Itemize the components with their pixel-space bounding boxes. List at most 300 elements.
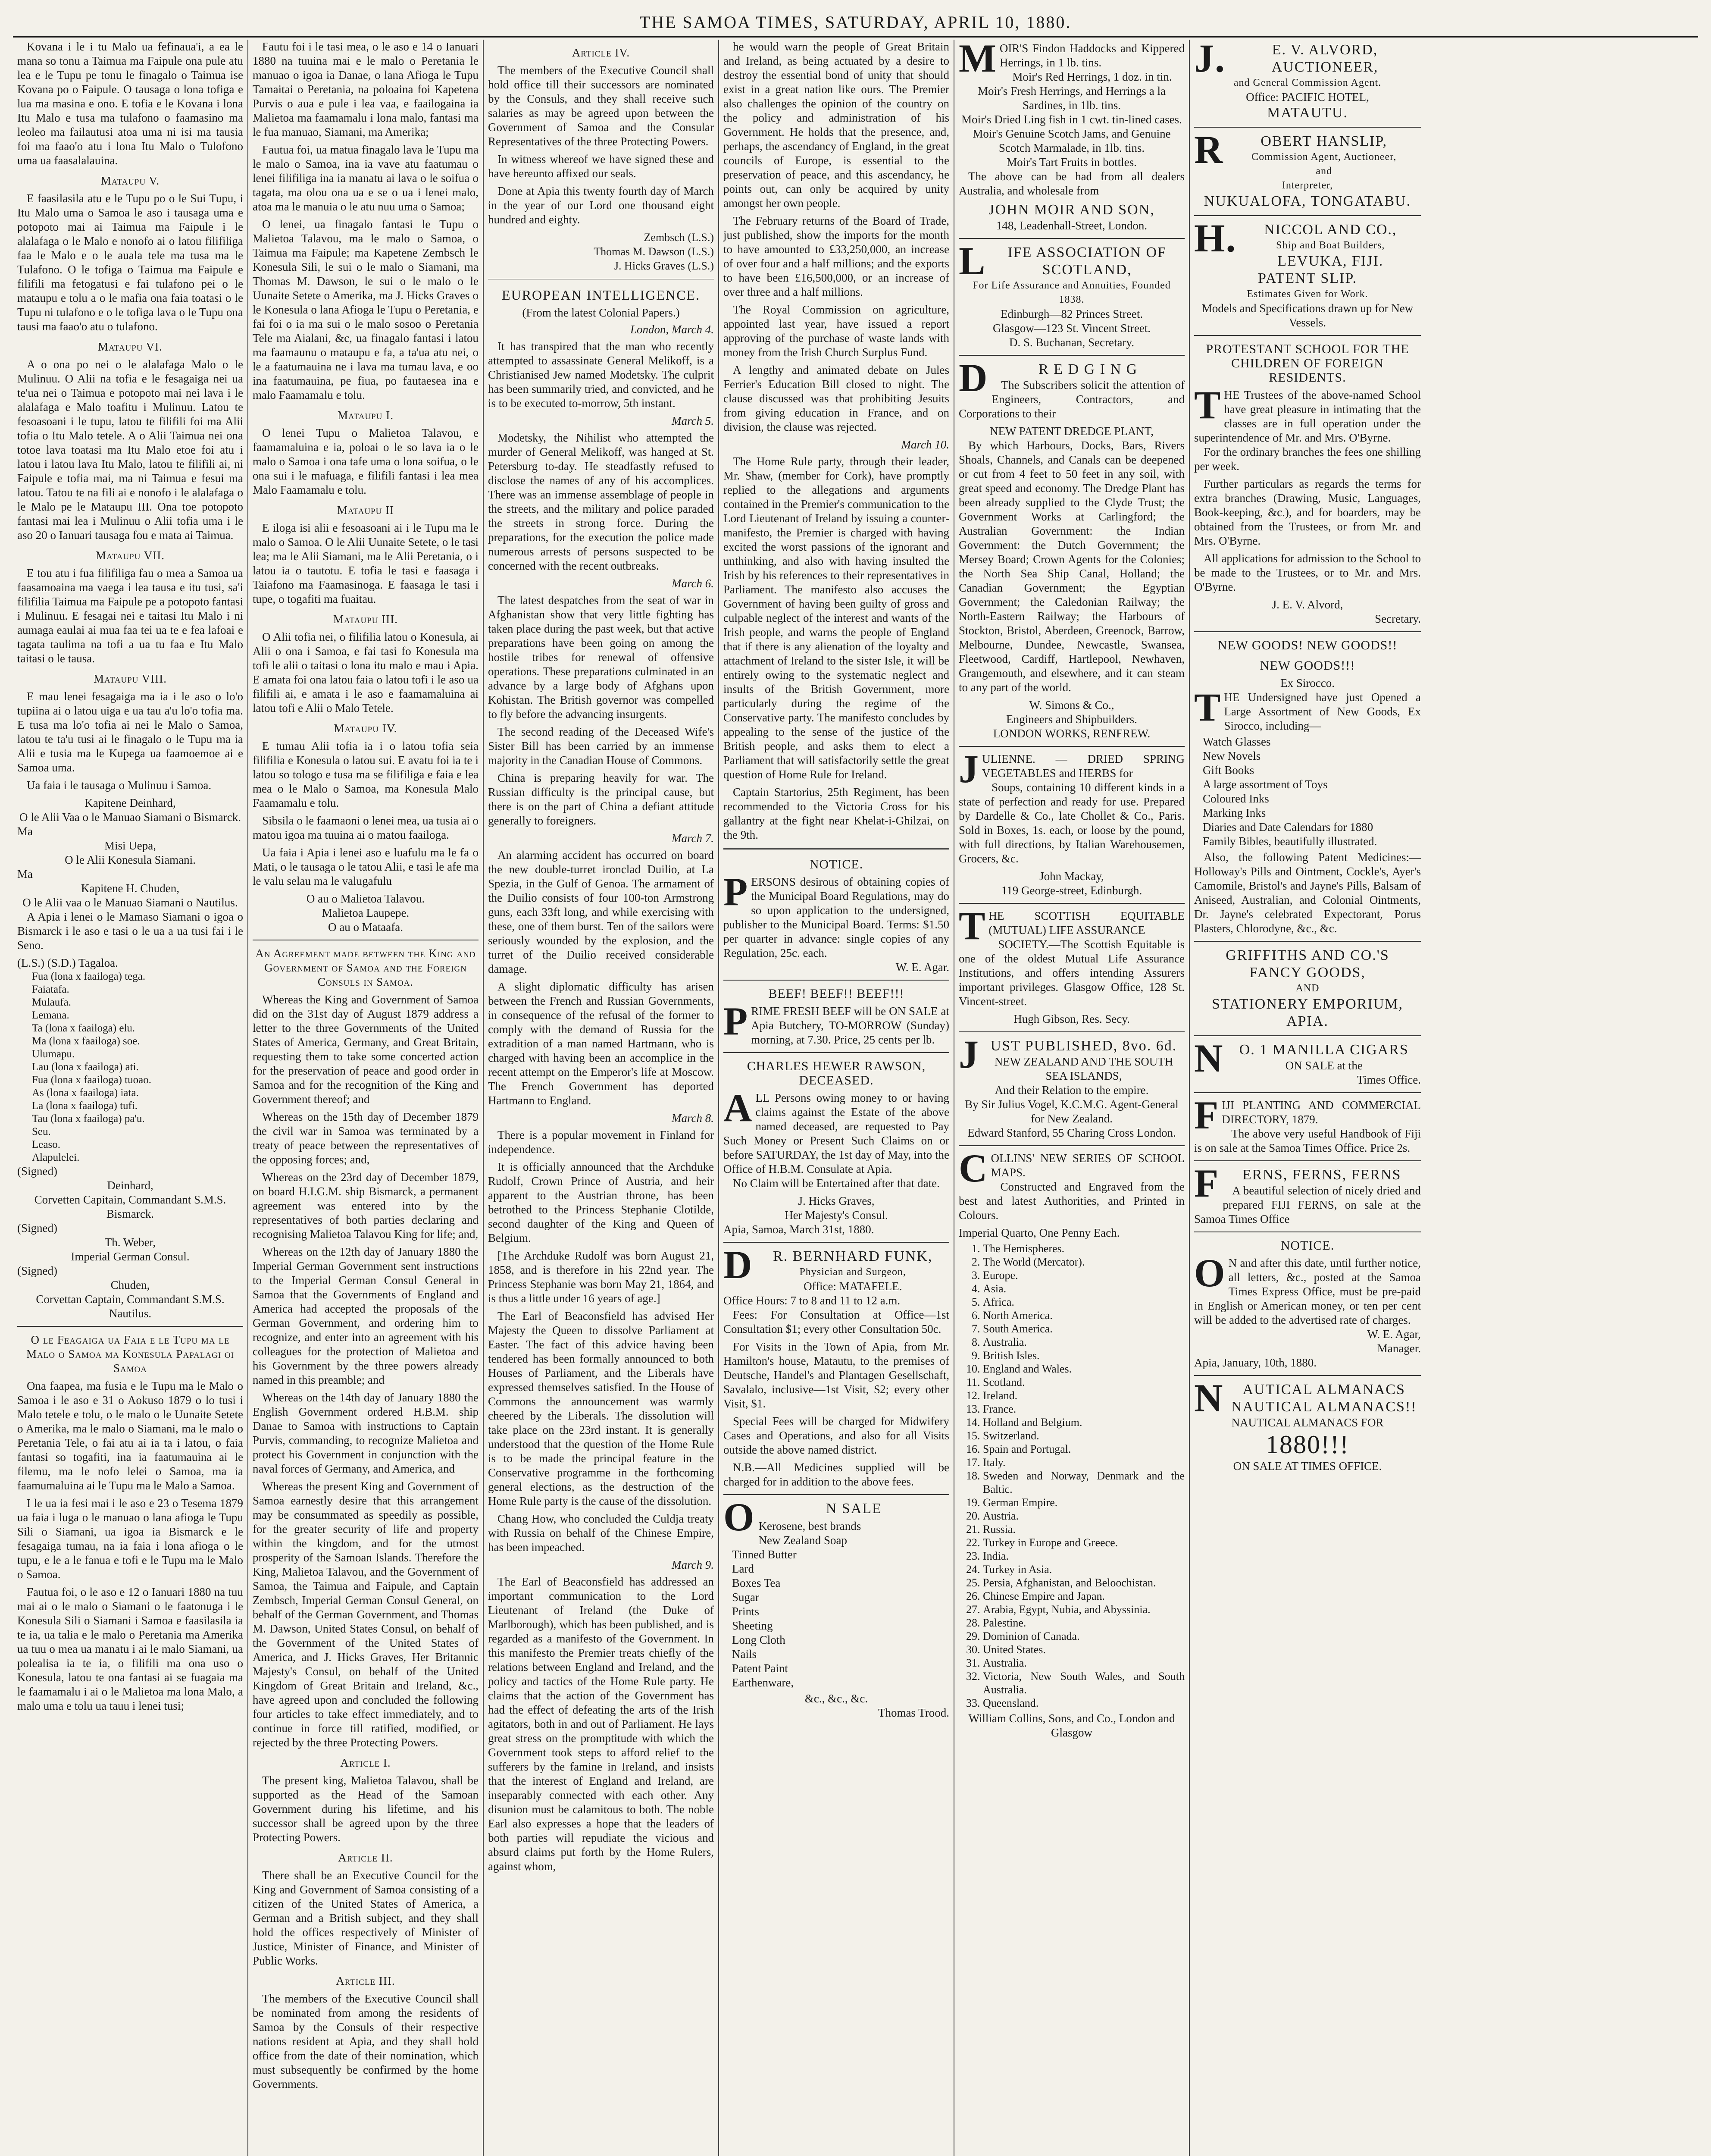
ad-text: A beautiful selection of nicely dried and prepared FIJI FERNS, on sale at the Samoa Times Office <box>1194 1184 1421 1225</box>
list-item: 13. France. <box>983 1402 1185 1416</box>
ad-signature: John Mackay, <box>1039 870 1104 883</box>
ad-signature: W. Simons & Co., <box>1029 699 1114 711</box>
paragraph: Whereas the King and Government of Samoa did on the 31st day of August 1879 address a letter to the three Governments of the United States of America, Germany, and Great Britain, requesting them to take some concerted action for the preservation of peace and good order in Samoa and for the recognition of the King and Government thereof; and <box>253 993 479 1106</box>
paragraph: E faasilasila atu e le Tupu po o le Sui Tupu, i Itu Malo uma o Samoa le aso i tausaga uma e potopoto mai ai Taimua ma Faipule i le alalafaga o le Malo e nonofo ai o latou filifiliga faa le Malo e o le auala tele ma tusa ma le Tulafono. O le tofiga o Taimua ma Faipule e filifili ma fetogatusi e fai tulafono pei o le mataupu e tolu a o le mafia ona faia toatasi o le Tupu ni tulafono e o le tofiga lava o le Tupu ona tausi ma faao'o atu o tulafono. <box>17 192 243 333</box>
ad-text: Times Office. <box>1357 1073 1421 1086</box>
divider <box>959 355 1185 356</box>
signatory-name: Kapitene Deinhard, <box>84 796 176 809</box>
ad-address: William Collins, Sons, and Co., London and Glasgow <box>968 1712 1175 1739</box>
ad-text: &c., &c., &c. <box>804 1692 868 1705</box>
ad-heading: CHARLES HEWER RAWSON, DECEASED. <box>747 1059 926 1087</box>
dateline: March 5. <box>672 414 714 427</box>
ad-text: Also, the following Patent Medicines:—Holloway's Pills and Ointment, Cockle's, Ayer's Camomile, Bristol's and Jayne's Pills, Balsam of Aniseed, Australian, and Colonial Ointments, Dr. Jayne's celebrated Expectorant, Porus Plasters, Chlorodyne, &c., &c. <box>1194 851 1421 935</box>
signatory-name: Thomas M. Dawson (L.S.) <box>594 245 714 258</box>
manilla-cigars-ad <box>1194 1036 1421 1087</box>
drop-cap: O <box>1194 1251 1225 1295</box>
paragraph: It has transpired that the man who recently attempted to assassinate General Melikoff, is a Christianised Jew named Modetsky. The culprit has been summarily tried, and convicted, and he is to be executed to-morrow, 5th instant. <box>488 340 714 410</box>
ad-text: ERSONS desirous of obtaining copies of the Municipal Board Regulations, may do so upon application to the undersigned, publisher to the Municipal Board. Terms: $1.50 per quarter in advance: single copies of any Regulation, 25c. each. <box>723 875 949 959</box>
paragraph: Modetsky, the Nihilist who attempted the murder of General Melikoff, was hanged at St. Petersburg to-day. He steadfastly refused to disclose the names of any of his accomplices. There was an immense assemblage of people in the streets, and the military and police paraded the streets in strong force. During the preparations, for the execution the police made numerous arrests of persons suspected to be concerned with the recent outbreaks. <box>488 431 714 572</box>
nautical-almanacs-ad <box>1194 1376 1421 1473</box>
section-title: EUROPEAN INTELLIGENCE. <box>502 287 700 303</box>
ad-heading: NEW GOODS!!! <box>1260 658 1355 673</box>
paragraph: O lenei, ua finagalo fantasi le Tupu o Malietoa Talavou, ma le malo o Samoa, o Taimua ma Faipule; ma Kapetene Zembsch le Konesula Sili, le sui o le malo o Siamani, ma Thomas M. Dawson, le sui o le malo o le Uunaite Setete o Amerika, ma J. Hicks Graves o le Konesula o lana Afioga le Tupu o Peretania, e fai foi o ia ma sui o le malo sosoo o Peretania Tele ma Aialani, &c, ua finagalo fantasi i latou ma faamaunu o mataupu e fa, a ta'ua atu nei, o le a faatumauina ne i lava ma tumau lava, e oo ina faatumauina, pe fiua, po fautaesea ina e malo Faamamalu e tolu. <box>253 218 479 401</box>
dateline: March 8. <box>672 1112 714 1125</box>
ad-signature: W. E. Agar. <box>895 961 949 974</box>
list-item: 19. German Empire. <box>983 1496 1185 1509</box>
paragraph: Captain Startorius, 25th Regiment, has been recommended to the Victoria Cross for his gallantry at the fight near Khelat-i-Ghilzai, on the 9th. <box>723 786 949 841</box>
signature-entry: Fua (lona x faailoga) tega. <box>32 971 146 982</box>
list-item: 17. Italy. <box>983 1456 1185 1469</box>
signatory-name: Misi Uepa, <box>104 839 156 852</box>
list-item: A large assortment of Toys <box>1203 778 1328 791</box>
divider <box>1194 631 1421 632</box>
list-item: 21. Russia. <box>983 1523 1185 1536</box>
ad-text: All applications for admission to the School to be made to the Trustees, or to Mr. and Mrs. O'Byrne. <box>1194 552 1421 593</box>
ad-text: ON SALE AT TIMES OFFICE. <box>1233 1460 1382 1473</box>
collins-maps-ad <box>959 1146 1185 1740</box>
list-item: 5. Africa. <box>983 1295 1185 1309</box>
paragraph: Ona faapea, ma fusia e le Tupu ma le Malo o Samoa i le aso e 31 o Aokuso 1879 o lo tusi i Malo tetele e tolu, o le malo o le Uunaite Setete o Amerika, ma le malo o Siamani, ma le malo o Peretania Tele, o fai atu ai ia ta i latou, o faia fantasi so togafiti, ina ia faatumauina ai le filemu, ma le nofo lelei o Samoa, ma ia faamumaluina ai le Tupu ma le Malo a Samoa. <box>17 1379 243 1492</box>
just-published-ad <box>959 1032 1185 1140</box>
ad-signature: Thomas Trood. <box>878 1706 949 1719</box>
divider <box>1194 127 1421 128</box>
section-subtitle: (From the latest Colonial Papers.) <box>522 306 680 319</box>
list-item: 28. Palestine. <box>983 1616 1185 1630</box>
postal-notice-ad <box>1194 1238 1421 1370</box>
paragraph: Sibsila o le faamaoni o lenei mea, ua tusia ai o matou igoa ma tuuina ai o matou faailoga. <box>253 814 479 841</box>
ad-text: HE Trustees of the above-named School have great pleasure in intimating that the classes are in full operation under the superintendence of Mr. and Mrs. O'Byrne. <box>1194 389 1421 444</box>
section-heading: Article II. <box>338 1851 393 1864</box>
paragraph: Fautua foi, ua matua finagalo lava le Tupu ma le malo o Samoa, ina ia vave atu faatumau o lenei filifiliga ina ia manatu ai lava o le soifua o tagata, ma olou ona ua e se o ua i lenei malo, atoa ma le manuia o le atu nuu uma o Samoa; <box>253 143 479 213</box>
ad-heading: FANCY GOODS, <box>1249 965 1366 981</box>
signature-entry: Mulaufa. <box>32 997 71 1008</box>
signatory-title: O le Alii Konesula Siamani. <box>65 853 196 866</box>
paragraph: I le ua ia fesi mai i le aso e 23 o Tesema 1879 ua faia i luga o le manuao o lana afioga le Tupu Sili o Siamani, ua igoa ia Bismarck e le fesagaiga tumau, na ia faia i lona afioga o le tupu, e le a le fanua e tofi e le Tupu ma le Malo o Samoa. <box>17 1497 243 1581</box>
ad-signature: J. E. V. Alvord, <box>1272 598 1343 611</box>
maps-list <box>959 1242 1185 1710</box>
ad-address: LONDON WORKS, RENFREW. <box>993 727 1151 740</box>
ad-office: Office: PACIFIC HOTEL, <box>1246 91 1369 103</box>
column-3 <box>484 40 719 2156</box>
drop-cap: D <box>959 356 988 400</box>
hanslip-ad <box>1194 128 1421 210</box>
ad-place: MATAUTU. <box>1267 105 1348 121</box>
list-item: 7. South America. <box>983 1322 1185 1335</box>
list-item: Patent Paint <box>732 1662 788 1675</box>
masthead: THE SAMOA TIMES, SATURDAY, APRIL 10, 1880. <box>13 9 1698 38</box>
sale-items <box>723 1519 949 1690</box>
ad-heading: UST PUBLISHED, 8vo. 6d. <box>990 1038 1177 1054</box>
list-item: 10. England and Wales. <box>983 1362 1185 1376</box>
signatory-title: Corvetten Capitain, Commandant S.M.S. Bismarck. <box>34 1193 226 1220</box>
drop-cap: L <box>959 239 986 283</box>
list-item: Sheeting <box>732 1619 773 1632</box>
divider <box>959 1145 1185 1146</box>
list-item: 31. Australia. <box>983 1656 1185 1670</box>
divider <box>1194 1035 1421 1036</box>
conjunction: Ma <box>17 868 33 881</box>
list-item: 15. Switzerland. <box>983 1429 1185 1442</box>
signatory-title: O le Alii Vaa o le Manuao Siamani o Bismarck. <box>19 811 241 824</box>
list-item: Lard <box>732 1562 754 1575</box>
paragraph: he would warn the people of Great Britain and Ireland, as being actuated by a desire to destroy the essential bond of unity that should exist in a great nation like ours. The Premier also challenges the opinion of the country on the policy and administration of his Government. He holds that the presence, and, perhaps, the ascendancy of England, in the great councils of Europe, is essential to the preservation of peace, and this ascendancy, he points out, can only be acquired by unity amongst her own people. <box>723 40 949 210</box>
drop-cap: T <box>1194 383 1221 427</box>
paragraph: China is preparing heavily for war. The Russian difficulty is the principal cause, but there is on the part of China a defiant attitude generally to foreigners. <box>488 771 714 827</box>
life-association-ad <box>959 239 1185 350</box>
divider <box>959 746 1185 747</box>
divider <box>959 903 1185 904</box>
drop-cap: R <box>1194 128 1224 172</box>
list-item: Long Cloth <box>732 1633 785 1646</box>
drop-cap: J <box>959 747 979 791</box>
ad-text: No Claim will be Entertained after that date. <box>733 1177 940 1190</box>
griffiths-ad <box>1194 947 1421 1030</box>
paragraph: A slight diplomatic difficulty has arisen between the French and Russian Governments, in consequence of the refusal of the former to comply with the demand of Russia for the extradition of a man named Hartmann, who is charged with having been an accomplice in the recent attempt on the Emperor's life at Moscow. The French Government has deported Hartmann to England. <box>488 980 714 1107</box>
paragraph: O Alii tofia nei, o filifilia latou o Konesula, ai Alii o ona i Samoa, e fai tasi fo Konesula ma tofi le alii o taitasi o lona itu malo e mau i Apia. E amata foi ona latou faia o latou tofi i le aso ua filifili ai, e amata i le aso e faamamaluina ai latou tofi e Alii o Malo Tetele. <box>253 630 479 714</box>
ad-subheading: Imperial Quarto, One Penny Each. <box>959 1226 1120 1239</box>
paragraph: In witness whereof we have signed these and have hereunto affixed our seals. <box>488 153 714 180</box>
drop-cap: P <box>723 999 748 1043</box>
divider <box>1194 941 1421 942</box>
ad-address: 119 George-street, Edinburgh. <box>1001 884 1142 897</box>
divider <box>1194 1092 1421 1093</box>
ad-text: By Sir Julius Vogel, K.C.M.G. Agent-General for New Zealand. <box>965 1098 1179 1125</box>
signed-label: (Signed) <box>17 1222 57 1235</box>
paragraph: The Earl of Beaconsfield has advised Her Majesty the Queen to dissolve Parliament at Easter. The fact of this advice having been tendered has been formally announced to both Houses of Parliament, and the Liberals have expressed themselves satisfied. In the House of Commons the announcement was warmly cheered by the Liberals. The dissolution will take place on the 23rd instant. It is generally understood that the question of the Home Rule is to be made the principal feature in the Conservative programme in the forthcoming general elections, as the destruction of the Home Rule party is the cause of the dissolution. <box>488 1310 714 1507</box>
list-item: 9. British Isles. <box>983 1349 1185 1362</box>
ad-text: N.B.—All Medicines supplied will be charged for in addition to the above fees. <box>723 1461 949 1488</box>
ad-text: RIME FRESH BEEF will be ON SALE at Apia Butchery, TO-MORROW (Sunday) morning, at 7.30. Price, 25 cents per lb. <box>751 1005 949 1046</box>
list-item: 6. North America. <box>983 1309 1185 1322</box>
scottish-equitable-ad <box>959 904 1185 1026</box>
ad-heading: PROTESTANT SCHOOL FOR THE CHILDREN OF FOREIGN RESIDENTS. <box>1206 342 1409 385</box>
list-item: 14. Holland and Belgium. <box>983 1416 1185 1429</box>
ad-address: Edinburgh—82 Princes Street. <box>1000 307 1143 320</box>
ad-heading: GRIFFITHS AND CO.'S <box>1226 947 1389 963</box>
paragraph: Fautua foi, o le aso e 12 o Ianuari 1880 na tuu mai ai o le malo o Siamani o le faatonuga i le Konesula Sili o Siamani i Samoa e faasilasila ia te ia, ua talia e le malo o Peretania ma Amerika ua tuu o mea ua manatu i ai le malo Siamani, ua polealisa ia te ia, o filifili ma ona uso o Konesula, latou te ona fantasi ai se fuagaia ma le faamamalu i ai o le Malietoa ma lona Malo, a malo uma e tolu ua tauu i lenei tusi; <box>17 1586 243 1712</box>
list-item: Diaries and Date Calendars for 1880 <box>1203 821 1373 834</box>
paragraph: A o ona po nei o le alalafaga Malo o le Mulinuu. O Alii na tofia e le fesagaiga nei ua te'ua nei o Taimua e potopoto mai nei lava i le alalafaga e Malo toafitu i Mulinuu. Latou te fesoasoani i le tupu, latou te filifili foi ma Alii tofia o Itu Malo tetele. A o Alii Taimua nei ona totoe lava toatasi ma Itu Malo etoe foi atu i latou i latou lava Itu Malo, latou te filifili ai, ni Faipule e tofia mai, ma ni Taimua e fesui ma latou. Tatou te na fili ai e nonofo i le alalafaga o le Malo pe le Mataupu III. Ona toe potopoto fantasi mai lea i Mulinuu o Alii tofia uma i le aso 20 o Ianuari tausaga fou e mata ai Taimua. <box>17 358 243 542</box>
ad-signature: Hugh Gibson, Res. Secy. <box>1013 1012 1130 1025</box>
columns <box>13 40 1698 2156</box>
ad-text: Models and Specifications drawn up for New Vessels. <box>1201 302 1414 329</box>
list-item: 25. Persia, Afghanistan, and Beloochistan. <box>983 1576 1185 1589</box>
julienne-ad <box>959 747 1185 898</box>
column-5 <box>954 40 1190 2156</box>
paragraph: Whereas the present King and Government of Samoa earnestly desire that this arrangement may be consummated as speedily as possible, for the greater security of life and property within the kingdom, and for the utmost prosperity of the Samoan Islands. Therefore the King, Malietoa Talavou, and the Government of Samoa, the Taimua and Faipule, and Captain Zembsch, Imperial German Consul General, on behalf of the German Government, and Thomas M. Dawson, United States Consul, on behalf of the Government of the United States of America, and J. Hicks Graves, Her Britannic Majesty's Consul, on behalf of the United Kingdom of Great Britain and Ireland, &c., have agreed upon and concluded the following four articles to take effect immediately, and to continue in force till ratified, modified, or rejected by the three Protecting Powers. <box>253 1480 479 1749</box>
ad-address: Edward Stanford, 55 Charing Cross London. <box>967 1126 1176 1139</box>
paragraph: The Earl of Beaconsfield has addressed an important communication to the Lord Lieutenant of Ireland (the Duke of Marlborough), which has been published, and is regarded as a manifesto of the Government. In this manifesto the Premier treats chiefly of the relations between England and Ireland, and the policy and tactics of the Home Rule party. He claims that the action of the Government has had the effect of defeating the arts of the Irish agitators, both in and out of Parliament. He lays great stress on the promptitude with which the Government took steps to afford relief to the sufferers by the famine in Ireland, and insists that the interest of England and Ireland, are inseparably connected with each other. Any disunion must be calamitous to both. The noble Earl also expresses a hope that the leaders of both parties will repudiate the vicious and absurd claims put forth by the Home Rulers, against whom, <box>488 1575 714 1873</box>
ad-heading: IJI PLANTING AND COMMERCIAL DIRECTORY, 1879. <box>1222 1099 1421 1126</box>
ad-signature-title: Her Majesty's Consul. <box>785 1209 888 1222</box>
ad-heading: ULIENNE. — DRIED SPRING VEGETABLES and HERBS for <box>982 752 1185 780</box>
ad-subheading: NEW ZEALAND AND THE SOUTH SEA ISLANDS, <box>994 1055 1173 1082</box>
paragraph: A lengthy and animated debate on Jules Ferrier's Education Bill closed to night. The clause discussed was that prohibiting Jesuits from giving education in France, and on division, the clause was rejected. <box>723 364 949 433</box>
paragraph: E tumau Alii tofia ia i o latou tofia seia filifilia e Konesula o latou sui. E avatu foi ia te i latou so tologo e tusa ma se filifiliga e faia e lea mea o le Malo o Samoa, ma Konesula Malo Faamamalu e tolu. <box>253 740 479 809</box>
list-item: 20. Austria. <box>983 1509 1185 1523</box>
ad-text: and <box>1316 166 1333 177</box>
drop-cap: H. <box>1194 216 1237 260</box>
ad-heading: IFE ASSOCIATION OF SCOTLAND, <box>1007 244 1167 278</box>
paragraph: There shall be an Executive Council for the King and Government of Samoa consisting of a citizen of the United States of America, a German and a British subject, and they shall hold the offices respectively of Minister of Justice, Minister of Finance, and Minister of Public Works. <box>253 1869 479 1967</box>
ad-text: The above very useful Handbook of Fiji is on sale at the Samoa Times Office. Price 2s. <box>1194 1127 1421 1154</box>
dateline: March 7. <box>672 832 714 845</box>
divider <box>723 980 949 981</box>
ad-text: AND <box>1295 983 1320 994</box>
goods-list <box>1194 735 1421 849</box>
ad-text: HE Undersigned have just Opened a Large Assortment of New Goods, Ex Sirocco, including— <box>1224 691 1421 732</box>
ad-subheading: Ship and Boat Builders, <box>1276 240 1385 251</box>
paragraph: The latest despatches from the seat of war in Afghanistan show that very little fighting has taken place during the past week, but that active preparations have been going on among the hostile tribes for renewal of offensive operations. These preparations culminated in an advance by a large body of Afghans upon Kohistan. The British governor was compelled to fly before the advancing insurgents. <box>488 594 714 721</box>
ad-text: Soups, containing 10 different kinds in a state of perfection and ready for use. Prepared by Dardelle & Co., late Chollet & Co., Paris. Sold in Boxes, 1s. each, or loose by the pound, with full directions, by Italian Warehousemen, Grocers, &c. <box>959 781 1185 865</box>
paragraph: The members of the Executive Council shall hold office till their successors are nominated by the Consuls, and they shall receive such salaries as may be agreed upon between the Government of Samoa and the Consular Representatives of the three Protecting Powers. <box>488 64 714 148</box>
section-heading: Mataupu VIII. <box>94 672 167 685</box>
ad-text: The Subscribers solicit the attention of Engineers, Contractors, and Corporations to their <box>959 379 1185 420</box>
ad-signature-title: Secretary. <box>1375 612 1421 625</box>
ad-text: Office Hours: 7 to 8 and 11 to 12 a.m. <box>723 1294 901 1307</box>
new-goods-ad <box>1194 638 1421 936</box>
ad-text: Moir's Red Herrings, 1 doz. in tin. <box>1012 70 1172 83</box>
list-item: 3. Europe. <box>983 1269 1185 1282</box>
ad-text: Moir's Fresh Herrings, and Herrings a la Sardines, in 1lb. tins. <box>977 85 1166 112</box>
signatory-title: Corvettan Captain, Commandant S.M.S. Nautilus. <box>36 1293 225 1320</box>
fiji-directory-ad <box>1194 1093 1421 1155</box>
list-item: Nails <box>732 1648 757 1661</box>
ad-text: ON SALE at the <box>1285 1059 1363 1072</box>
dateline: March 6. <box>672 577 714 590</box>
drop-cap: C <box>959 1146 988 1190</box>
ad-text: Special Fees will be charged for Midwifery Cases and Operations, and also for all Visits outside the above named district. <box>723 1415 949 1456</box>
paragraph: E mau lenei fesagaiga ma ia i le aso o lo'o tupiina ai o latou uiga e ua tau a'u lo'o tofia ma. E tusa ma lo'o tofia ai nei le Malo o Samoa, latou te ta'u tusi ai le finagalo o le Tupu ma ia Alii e tusia ma le Kupega ua faamoemoe ai e Samoa uma. <box>17 690 243 774</box>
list-item: Coloured Inks <box>1203 792 1269 805</box>
signature-entry: Ma (lona x faailoga) soe. <box>32 1035 140 1047</box>
section-heading: Article I. <box>340 1756 391 1769</box>
ad-heading: R E D G I N G <box>1038 361 1138 377</box>
ad-text: For the ordinary branches the fees one shilling per week. <box>1194 445 1421 473</box>
list-item: New Zealand Soap <box>758 1534 847 1547</box>
section-heading: Mataupu VII. <box>96 549 165 562</box>
ad-heading: R. BERNHARD FUNK, <box>773 1248 933 1264</box>
ad-year: 1880!!! <box>1266 1430 1349 1459</box>
beef-ad <box>723 987 949 1047</box>
ad-heading: NOTICE. <box>809 857 863 871</box>
drop-cap: J <box>959 1032 979 1076</box>
ad-text: Moir's Tart Fruits in bottles. <box>1007 156 1137 169</box>
paragraph: E iloga isi alii e fesoasoani ai i le Tupu ma le malo o Samoa. O le Alii Uunaite Setete, o le tasi lea; ma le Alii Siamani, ma le Alii Peretania, o i latou ia o tautotu. E tofia le tasi e faasaga i Taiafono ma Faamasinoga. E faasaga le tasi i tupe, o togafiti ma fuaitau. <box>253 521 479 605</box>
signature-entry: Ulumapu. <box>32 1048 75 1060</box>
ad-text: Further particulars as regards the terms for extra branches (Drawing, Music, Languages, Book-keeping, &c.), and for boarders, may be obtained from the Trustees, or from Mr. and Mrs. O'Byrne. <box>1194 477 1421 547</box>
ad-heading: N SALE <box>826 1501 882 1517</box>
ad-signature: J. Hicks Graves, <box>798 1194 875 1207</box>
signature-list <box>17 970 243 1164</box>
ad-text: Constructed and Engraved from the best and latest Authorities, and Printed in Colours. <box>959 1180 1185 1222</box>
signature-entry: Lemana. <box>32 1009 69 1021</box>
signatory-name: Zembsch (L.S.) <box>644 231 714 244</box>
ad-subheading: Commission Agent, Auctioneer, <box>1251 151 1397 163</box>
signature-entry: Seu. <box>32 1126 51 1138</box>
dredging-ad <box>959 356 1185 741</box>
signature-entry: Ta (lona x faailoga) elu. <box>32 1022 135 1034</box>
column-2 <box>248 40 484 2156</box>
list-item: 33. Queensland. <box>983 1696 1185 1710</box>
drop-cap: M <box>959 40 996 80</box>
paragraph: Ua faia i Apia i lenei aso e luafulu ma le fa o Mati, o le tausaga o le tatou Alii, e tasi le afe ma le valu selau ma le valugafulu <box>253 846 479 887</box>
ad-subheading: NEW PATENT DREDGE PLANT, <box>989 425 1154 438</box>
section-heading: Mataupu II <box>337 504 394 517</box>
section-heading: O le Feagaiga ua Faia e le Tupu ma le Malo o Samoa ma Konesula Papalagi oi Samoa <box>26 1333 234 1375</box>
list-item: 22. Turkey in Europe and Greece. <box>983 1536 1185 1549</box>
ad-heading: AUTICAL ALMANACS NAUTICAL ALMANACS!! <box>1231 1382 1417 1415</box>
ad-signature-title: Manager. <box>1377 1342 1421 1355</box>
ad-heading: NOTICE. <box>1280 1238 1335 1253</box>
paragraph: O lenei Tupu o Malietoa Talavou, e faamamaluina e ia, poloai o le so lava ia o le malo o Samoa i ona tafe uma o lona soifua, o le ona sui i le mafuaga, e filifili fantasi i lea mea Malo Faamamalu e tolu. <box>253 426 479 496</box>
list-item: 18. Sweden and Norway, Denmark and the Baltic. <box>983 1469 1185 1496</box>
list-item: New Novels <box>1203 749 1261 762</box>
protestant-school-ad <box>1194 342 1421 626</box>
section-heading: Article IV. <box>572 46 630 59</box>
ad-signature: W. E. Agar, <box>1367 1328 1421 1341</box>
signature-entry: La (lona x faailoga) tufi. <box>32 1100 138 1112</box>
newspaper-page <box>13 9 1698 2156</box>
ad-office: Office: MATAFELE. <box>804 1280 902 1293</box>
list-item: Gift Books <box>1203 764 1254 777</box>
signatory-name: J. Hicks Graves (L.S.) <box>614 260 714 272</box>
divider <box>1194 1160 1421 1161</box>
ad-heading: OBERT HANSLIP, <box>1261 133 1388 149</box>
ad-place: LEVUKA, FIJI. <box>1277 253 1384 269</box>
column-1 <box>13 40 248 2156</box>
list-item: 30. United States. <box>983 1643 1185 1656</box>
paragraph: E tou atu i fua filifiliga fau o mea a Samoa ua faasamoaina ma vaega i lea tausa e itu tusi, sa'i filifilia Taimua ma Faipule pe a potopoto fantasi i Mulinuu. E fesagai nei e taitasi Itu Malo i ni aumaga eaulai ai mua faa tei ua te e fea lafoai e tagata taulima na tofi a ua tu faa e Itu Malo taitasi o le tausa. <box>17 567 243 665</box>
drop-cap: T <box>1194 685 1221 729</box>
drop-cap: P <box>723 870 748 914</box>
signature-entry: Faiatafa. <box>32 984 69 995</box>
list-item: 24. Turkey in Asia. <box>983 1563 1185 1576</box>
notice-ad <box>723 857 949 975</box>
alvord-auctioneer-ad <box>1194 41 1421 122</box>
paragraph: Whereas on the 12th day of January 1880 the Imperial German Government sent instructions to the Imperial German Consul General in Samoa that the Governments of England and America had accepted the proposals of the German Government, and ordering him to recognize, and enter into an agreement with his colleagues for the protection of Malietoa and his Government by the three powers already named in this preamble; and <box>253 1245 479 1386</box>
signature-entry: As (lona x faailoga) iata. <box>32 1087 139 1099</box>
paragraph: The Home Rule party, through their leader, Mr. Shaw, (member for Cork), have promptly replied to the allegations and arguments contained in the Premier's communication to the Lord Lieutenant of Ireland by issuing a counter-manifesto, the Premier is charged with having excited the worst passions of the ignorant and unthinking, and also with having insulted the Irish by his references to their representatives in Parliament. The manifesto also accuses the Government of having been guilty of gross and culpable neglect of the interest and wants of the Irish people, and warns the people of England that if there is any alienation of the loyalty and attachment of Ireland to the sister Isle, it will be entirely owing to the systematic neglect and insults of the British Government, more particularly during the regime of the Conservative party. The manifesto concludes by appealing to the sense of the justice of the British people, and asks them to elect a Parliament that will satisfactorily settle the great question of Home Rule for Ireland. <box>723 455 949 781</box>
paragraph: Whereas on the 15th day of December 1879 the civil war in Samoa was terminated by a treaty of peace between the representatives of the opposing forces; and, <box>253 1110 479 1166</box>
ad-signature: D. S. Buchanan, Secretary. <box>1009 336 1134 349</box>
divider <box>723 1242 949 1243</box>
ad-heading: NEW GOODS! NEW GOODS!! <box>1217 638 1398 652</box>
list-item: Prints <box>732 1605 760 1618</box>
signed-label: (Signed) <box>17 1264 57 1277</box>
list-item: 2. The World (Mercator). <box>983 1255 1185 1269</box>
ad-text: For Visits in the Town of Apia, from Mr. Hamilton's house, Matautu, to the premises of Deutsche, Handel's and Plantagen Gesellschaft, Savalalo, inclusive—1st Visit, $2; every other Visit, $1. <box>723 1340 949 1410</box>
list-item: 26. Chinese Empire and Japan. <box>983 1589 1185 1603</box>
paragraph: Whereas on the 14th day of January 1880 the English Government ordered H.B.M. ship Danae to Samoa with instructions to Captain Purvis, commanding, to recognize Malietoa and protect his Government in conjunction with the naval forces of Germany, and America, and <box>253 1391 479 1475</box>
paragraph: Done at Apia this twenty fourth day of March in the year of our Lord one thousand eight hundred and eighty. <box>488 185 714 226</box>
drop-cap: J. <box>1194 40 1226 80</box>
drop-cap: N <box>1194 1376 1224 1420</box>
ad-place: APIA. <box>1286 1013 1329 1029</box>
ad-text: Moir's Dried Ling fish in 1 cwt. tin-lined cases. <box>961 113 1182 126</box>
signatory-name: Deinhard, <box>107 1179 153 1192</box>
ad-heading: NICCOL AND CO., <box>1264 222 1397 238</box>
ad-subheading: AUCTIONEER, <box>1271 59 1379 75</box>
signatory-name: Th. Weber, <box>104 1236 156 1249</box>
signatory-name: Kapitene H. Chuden, <box>81 882 179 895</box>
section-heading: An Agreement made between the King and Government of Samoa and the Foreign Consuls in Samoa. <box>255 947 476 988</box>
ad-heading: E. V. ALVORD, <box>1272 42 1378 58</box>
list-item: 11. Scotland. <box>983 1376 1185 1389</box>
divider <box>1194 335 1421 336</box>
funk-physician-ad <box>723 1243 949 1489</box>
section-heading: Mataupu III. <box>333 613 398 626</box>
signatory-title: Imperial German Consul. <box>71 1250 190 1263</box>
signature-entry: Fua (lona x faailoga) tuoao. <box>32 1074 151 1086</box>
ad-heading: BEEF! BEEF!! BEEF!!! <box>768 987 904 1001</box>
ad-text: and General Commission Agent. <box>1233 77 1382 88</box>
list-item: 16. Spain and Portugal. <box>983 1442 1185 1456</box>
list-item: 8. Australia. <box>983 1335 1185 1349</box>
signatory-title: O le Alii vaa o le Manuao Siamani o Nautilus. <box>22 896 238 909</box>
ad-subheading: Interpreter, <box>1282 180 1333 191</box>
paragraph: The members of the Executive Council shall be nominated from among the residents of Samoa by the Consuls of their respective nations resident at Apia, and they shall hold office from the date of their nomination, which must subsequently be confirmed by the home Governments. <box>253 1992 479 2090</box>
signature-entry: Lau (lona x faailoga) ati. <box>32 1061 139 1073</box>
divider <box>723 848 949 851</box>
list-item: Sugar <box>732 1591 759 1604</box>
ad-text: The above can be had from all dealers Australia, and wholesale from <box>959 170 1185 197</box>
dateline: March 9. <box>672 1558 714 1571</box>
dateline: March 10. <box>901 438 949 451</box>
paragraph: There is a popular movement in Finland for independence. <box>488 1128 714 1156</box>
ad-text: N and after this date, until further notice, all letters, &c., posted at the Samoa Times Express Office, must be pre-paid in English or American money, or ten per cent will be added to the advertised rate of charges. <box>1194 1257 1421 1326</box>
divider <box>959 238 1185 239</box>
on-sale-ad <box>723 1495 949 1720</box>
ad-subheading: Ex Sirocco. <box>1280 677 1335 689</box>
paragraph: A Apia i lenei o le Mamaso Siamani o igoa o Bismarck i le aso e tasi o le ua a ua tusi fai i le Seno. <box>17 910 243 952</box>
list-item: 12. Ireland. <box>983 1389 1185 1402</box>
list-item: 1. The Hemispheres. <box>983 1242 1185 1255</box>
ad-text: OIR'S Findon Haddocks and Kippered Herrings, in 1 lb. tins. <box>999 42 1185 69</box>
divider <box>488 279 714 282</box>
list-item: Watch Glasses <box>1203 735 1271 748</box>
drop-cap: F <box>1194 1161 1220 1205</box>
drop-cap: D <box>723 1243 753 1287</box>
paragraph: It is officially announced that the Archduke Rudolf, Crown Prince of Austria, and heir apparent to the Austrian throne, has been betrothed to the Princess Stephanie Clotilde, second daughter of the King and Queen of Belgium. <box>488 1160 714 1244</box>
rawson-estate-ad <box>723 1059 949 1237</box>
ad-text: Moir's Genuine Scotch Jams, and Genuine Scotch Marmalade, in 1lb. tins. <box>973 127 1171 154</box>
signature-entry: Alapulelei. <box>32 1152 80 1163</box>
signatory-name: O au o Malietoa Talavou. <box>306 892 425 905</box>
niccol-boat-builders-ad <box>1194 216 1421 330</box>
signatory-name: O au o Mataafa. <box>328 921 403 934</box>
dateline: London, March 4. <box>630 323 714 336</box>
signatory-name: Chuden, <box>110 1279 150 1291</box>
signature-entry: Tau (lona x faailoga) pa'u. <box>32 1113 145 1125</box>
signature-entry: Leaso. <box>32 1139 60 1150</box>
ad-text: SOCIETY.—The Scottish Equitable is one of the oldest Mutual Life Assurance Institutions, and offers intending Assurers important privileges. Glasgow Office, 128 St. Vincent-street. <box>959 938 1185 1008</box>
paragraph: Ua faia i le tausaga o Mulinuu i Samoa. <box>27 779 212 792</box>
section-heading: Article III. <box>336 1974 395 1987</box>
ad-heading: STATIONERY EMPORIUM, <box>1211 996 1404 1012</box>
ad-text: And their Relation to the empire. <box>995 1084 1149 1097</box>
divider <box>959 1031 1185 1032</box>
ad-text: Estimates Given for Work. <box>1247 288 1368 300</box>
list-item: Earthenware, <box>732 1676 794 1689</box>
section-heading: Mataupu IV. <box>334 722 397 735</box>
list-item: 23. India. <box>983 1549 1185 1563</box>
signature-head: (L.S.) (S.D.) Tagaloa. <box>17 956 118 969</box>
ad-text: LL Persons owing money to or having claims against the Estate of the above named deceased, are requested to Pay Such Money or Present Such Claims on or before SATURDAY, the 1st day of May, into the Office of H.B.M. Consulate at Apia. <box>723 1091 949 1175</box>
paragraph: Kovana i le i tu Malo ua fefinaua'i, a ea le mana so tonu a Taimua ma Faipule ona pule atu lea e le Tupu pe tonu le finagalo o Taimua ise Kovana po o Faipule. O tausaga o lona tofiga e lua ma masina e ono. E tofia e le Kovana i lona Itu Malo e tusa ma tulafono o faamasino ma leoleo ma failautusi atoa uma ni isi ma tausia foi ma faao'o atu i lona Itu Malo o Tulofono uma ua faasalalauina. <box>17 40 243 167</box>
paragraph: The February returns of the Board of Trade, just published, show the imports for the month to have amounted to £33,250,000, an increase of over four and a half millions; and the exports to have been £16,500,000, or an increase of over three and a half millions. <box>723 214 949 298</box>
section-heading: Mataupu VI. <box>98 340 163 353</box>
